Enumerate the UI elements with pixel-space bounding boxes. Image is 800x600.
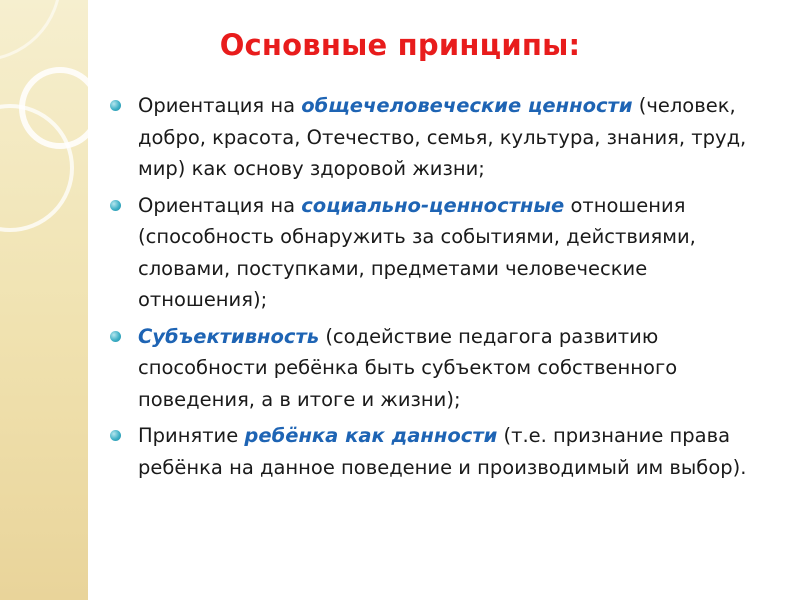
principles-list bbox=[106, 90, 778, 488]
item-text-before: Принятие bbox=[138, 424, 245, 447]
list-item bbox=[106, 321, 778, 416]
bullet-icon bbox=[110, 100, 121, 111]
bullet-icon bbox=[110, 331, 121, 342]
item-text-after: (т.е. признание права ребёнка на данное поведение и производимый им выбор). bbox=[138, 424, 747, 479]
list-item bbox=[106, 420, 778, 483]
item-emphasis: социально-ценностные bbox=[301, 193, 565, 217]
list-item bbox=[106, 190, 778, 316]
item-text-before: Ориентация на bbox=[138, 193, 302, 217]
item-text-before: Ориентация на bbox=[138, 94, 302, 117]
item-emphasis: Субъективность bbox=[138, 324, 320, 348]
item-text-after: (содействие педагога развитию способности ребёнка быть субъектом собственного поведения, а в итоге и жизни); bbox=[138, 324, 678, 411]
side-decoration-panel bbox=[0, 0, 88, 600]
bullet-icon bbox=[110, 200, 121, 211]
list-item bbox=[106, 90, 778, 185]
item-text-after: (человек, добро, красота, Отечество, семья, культура, знания, труд, мир) как основу здоровой жизни; bbox=[138, 94, 747, 180]
item-emphasis: ребёнка как данности bbox=[244, 424, 498, 447]
item-emphasis: общечеловеческие ценности bbox=[301, 94, 633, 117]
slide-title: Основные принципы: bbox=[219, 28, 581, 62]
bullet-icon bbox=[110, 430, 121, 441]
item-text-after: отношения (способность обнаружить за событиями, действиями, словами, поступками, предметами человеческие отношения); bbox=[138, 193, 696, 311]
